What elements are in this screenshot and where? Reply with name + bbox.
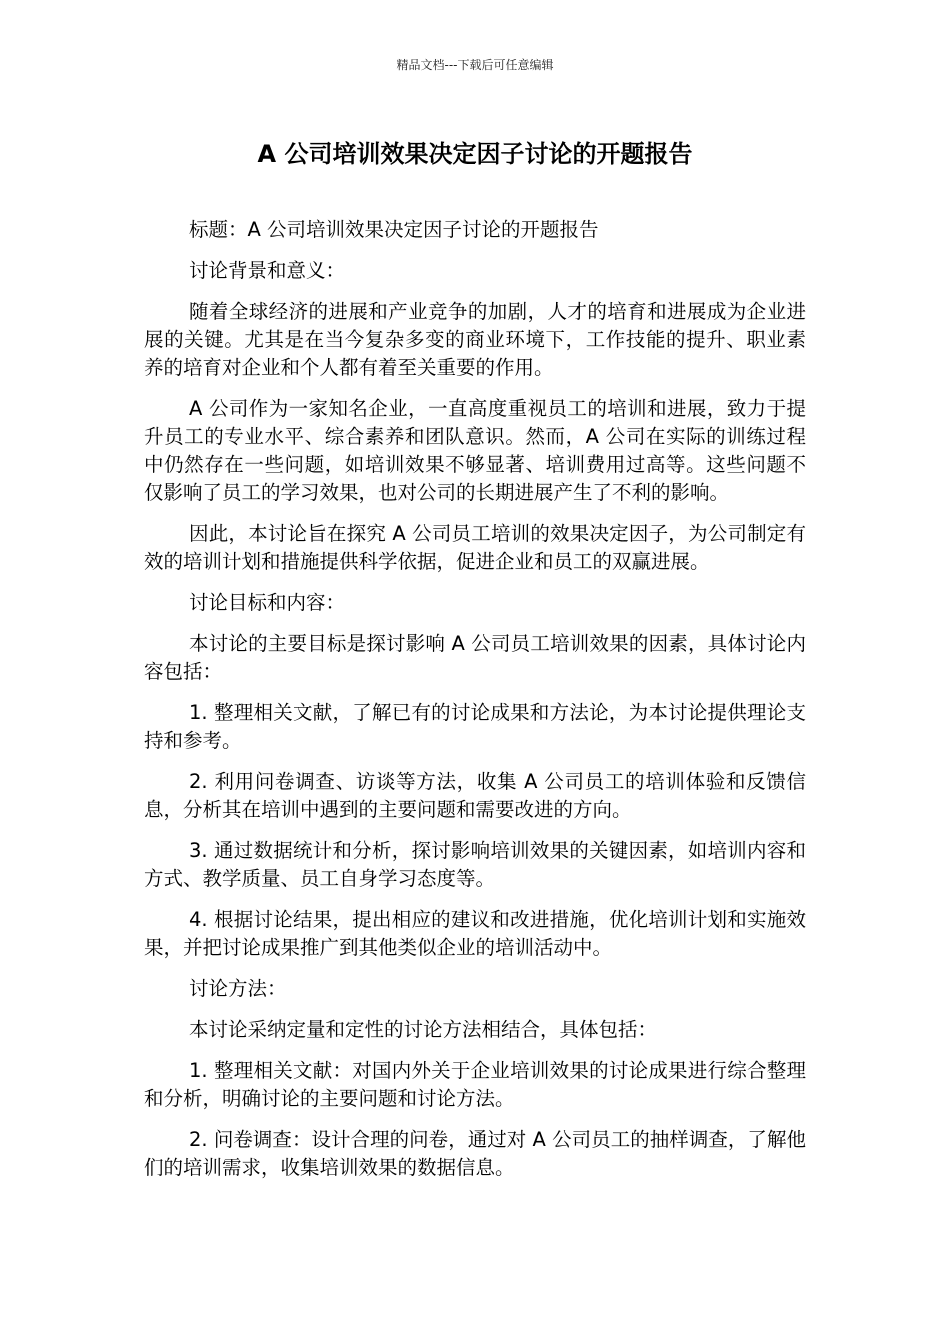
section-heading-methods: 讨论方法： xyxy=(189,977,287,1000)
document-body xyxy=(144,216,806,1195)
list-item: 1. 整理相关文献，了解已有的讨论成果和方法论，为本讨论提供理论支持和参考。 xyxy=(144,701,806,752)
document-title: A 公司培训效果决定因子讨论的开题报告 xyxy=(257,140,693,168)
page-header: 精品文档---下载后可任意编辑 xyxy=(396,58,554,72)
paragraph: 本讨论的主要目标是探讨影响 A 公司员工培训效果的因素，具体讨论内容包括： xyxy=(144,632,806,683)
section-heading-objectives: 讨论目标和内容： xyxy=(189,591,346,614)
paragraph: 因此，本讨论旨在探究 A 公司员工培训的效果决定因子，为公司制定有效的培训计划和措施提供科学依据，促进企业和员工的双赢进展。 xyxy=(144,522,806,573)
paragraph: 随着全球经济的进展和产业竞争的加剧，人才的培育和进展成为企业进展的关键。尤其是在当今复杂多变的商业环境下，工作技能的提升、职业素养的培育对企业和个人都有着至关重要的作用。 xyxy=(144,300,806,379)
section-heading-background: 讨论背景和意义： xyxy=(189,259,346,282)
paragraph: A 公司作为一家知名企业，一直高度重视员工的培训和进展，致力于提升员工的专业水平、综合素养和团队意识。然而，A 公司在实际的训练过程中仍然存在一些问题，如培训效果不够显著、培训费用过高等。这些问题不仅影响了员工的学习效果，也对公司的长期进展产生了不利的影响。 xyxy=(144,397,806,504)
list-item: 2. 利用问卷调查、访谈等方法，收集 A 公司员工的培训体验和反馈信息，分析其在培训中遇到的主要问题和需要改进的方向。 xyxy=(144,770,806,821)
list-item: 1. 整理相关文献：对国内外关于企业培训效果的讨论成果进行综合整理和分析，明确讨论的主要问题和讨论方法。 xyxy=(144,1059,806,1110)
list-item: 2. 问卷调查：设计合理的问卷，通过对 A 公司员工的抽样调查，了解他们的培训需求，收集培训效果的数据信息。 xyxy=(144,1128,806,1179)
paragraph-title-line: 标题：A 公司培训效果决定因子讨论的开题报告 xyxy=(189,218,599,241)
list-item: 4. 根据讨论结果，提出相应的建议和改进措施，优化培训计划和实施效果，并把讨论成果推广到其他类似企业的培训活动中。 xyxy=(144,908,806,959)
paragraph: 本讨论采纳定量和定性的讨论方法相结合，具体包括： xyxy=(189,1018,658,1041)
list-item: 3. 通过数据统计和分析，探讨影响培训效果的关键因素，如培训内容和方式、教学质量、员工自身学习态度等。 xyxy=(144,839,806,890)
